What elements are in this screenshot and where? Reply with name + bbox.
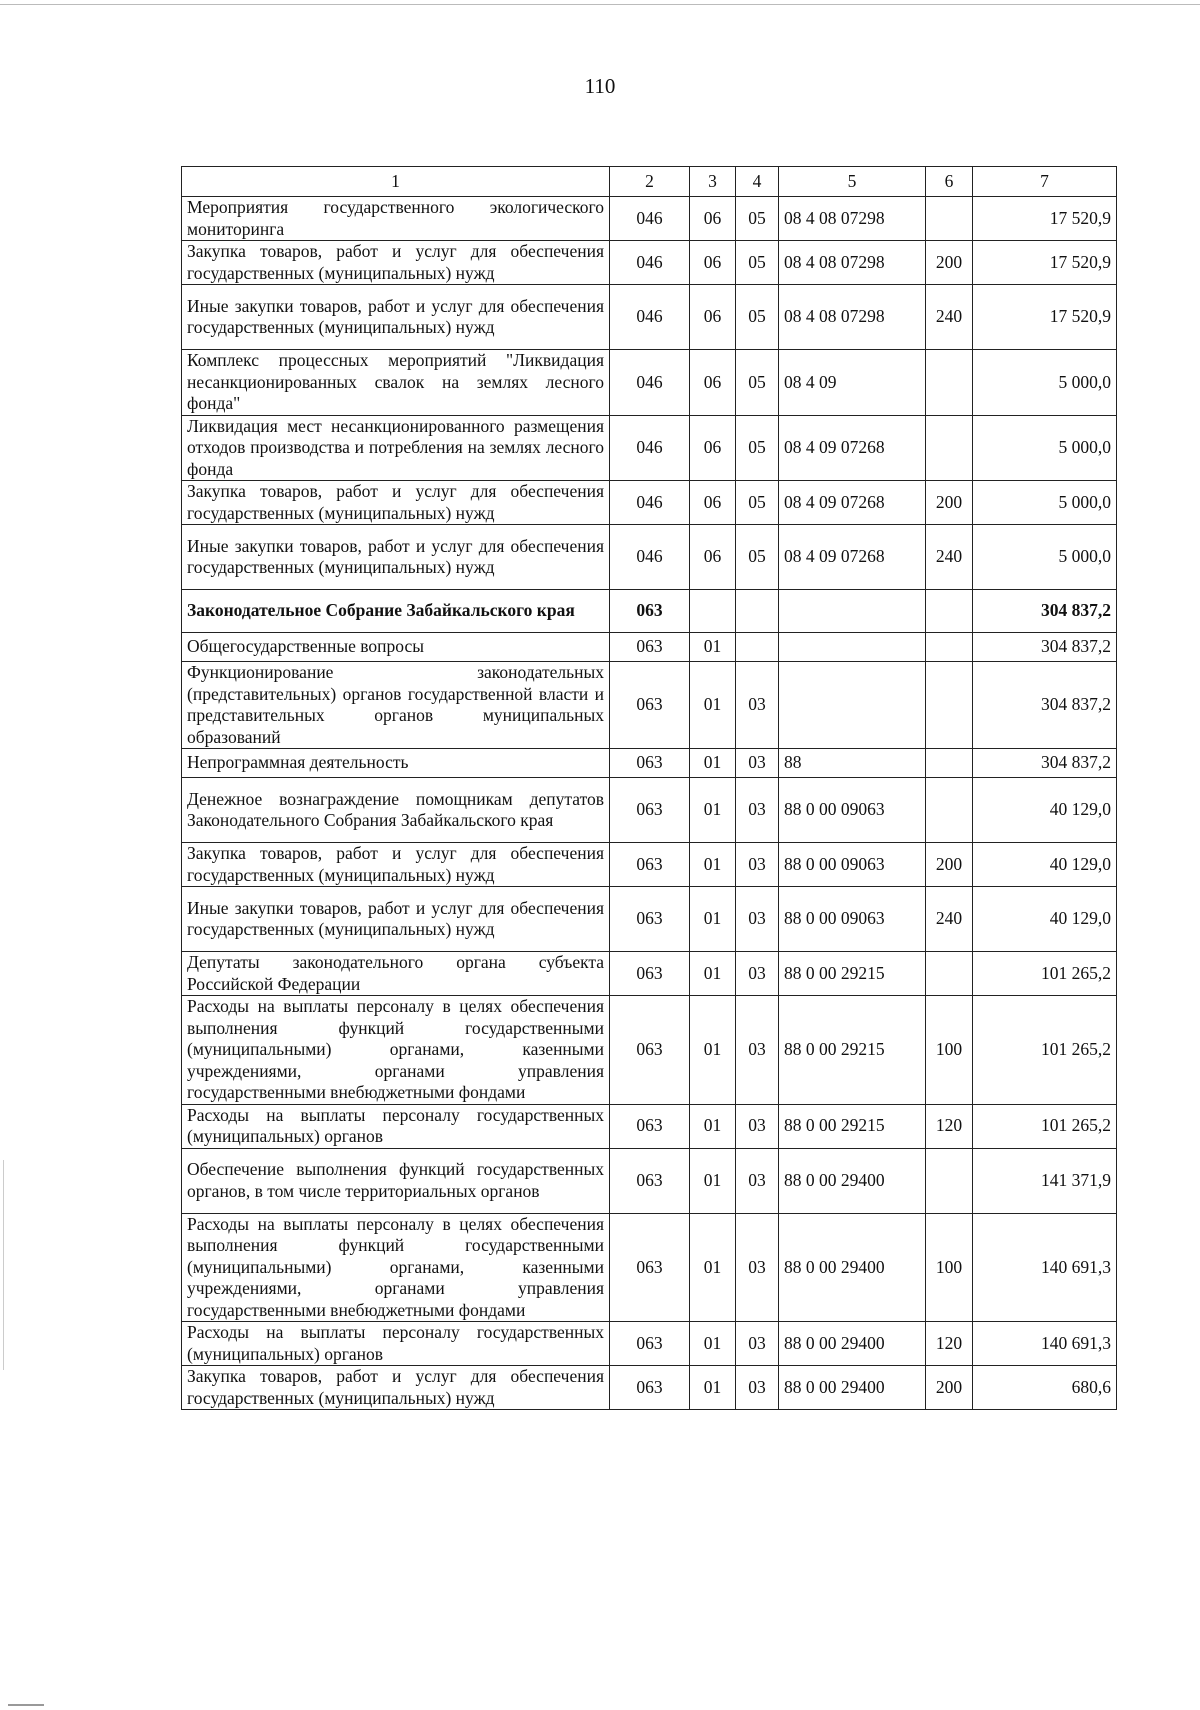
cell-expense-type [926, 952, 973, 996]
cell-expense-type [926, 1148, 973, 1213]
cell-admin-code: 063 [610, 633, 690, 662]
table-row [182, 481, 1117, 525]
cell-amount: 304 837,2 [973, 633, 1117, 662]
cell-subsection-code: 03 [736, 1322, 779, 1366]
cell-amount: 304 837,2 [973, 749, 1117, 778]
cell-section-code [690, 590, 736, 633]
cell-amount: 40 129,0 [973, 843, 1117, 887]
cell-amount: 17 520,9 [973, 197, 1117, 241]
cell-amount: 17 520,9 [973, 285, 1117, 350]
cell-admin-code: 063 [610, 1322, 690, 1366]
cell-section-code: 06 [690, 197, 736, 241]
cell-target-article: 08 4 08 07298 [779, 241, 926, 285]
column-header: 1 [182, 167, 610, 197]
cell-amount: 5 000,0 [973, 525, 1117, 590]
cell-section-code: 01 [690, 662, 736, 749]
table-row [182, 633, 1117, 662]
cell-target-article: 88 0 00 29400 [779, 1366, 926, 1410]
cell-description: Расходы на выплаты персоналу государственных (муниципальных) органов [182, 1322, 610, 1366]
cell-subsection-code: 05 [736, 350, 779, 416]
cell-amount: 101 265,2 [973, 996, 1117, 1105]
table-row [182, 590, 1117, 633]
cell-subsection-code: 03 [736, 996, 779, 1105]
cell-expense-type: 240 [926, 525, 973, 590]
cell-subsection-code: 03 [736, 1148, 779, 1213]
cell-section-code: 01 [690, 1104, 736, 1148]
cell-expense-type [926, 633, 973, 662]
cell-subsection-code: 05 [736, 197, 779, 241]
cell-subsection-code: 03 [736, 952, 779, 996]
cell-amount: 5 000,0 [973, 350, 1117, 416]
table-body [182, 197, 1117, 1410]
cell-section-code: 06 [690, 285, 736, 350]
cell-description: Закупка товаров, работ и услуг для обеспечения государственных (муниципальных) нужд [182, 843, 610, 887]
cell-expense-type [926, 778, 973, 843]
cell-target-article: 88 0 00 29215 [779, 1104, 926, 1148]
table-row [182, 996, 1117, 1105]
column-header: 3 [690, 167, 736, 197]
cell-admin-code: 063 [610, 952, 690, 996]
cell-description: Обеспечение выполнения функций государственных органов, в том числе территориальных органов [182, 1148, 610, 1213]
scan-edge-line-bottom [8, 1704, 44, 1706]
cell-section-code: 01 [690, 952, 736, 996]
cell-expense-type: 240 [926, 285, 973, 350]
cell-section-code: 06 [690, 415, 736, 481]
table-header-row [182, 167, 1117, 197]
cell-target-article: 88 0 00 09063 [779, 778, 926, 843]
cell-subsection-code: 05 [736, 285, 779, 350]
cell-description: Иные закупки товаров, работ и услуг для обеспечения государственных (муниципальных) нужд [182, 525, 610, 590]
table-row [182, 241, 1117, 285]
table-row [182, 1104, 1117, 1148]
cell-target-article: 08 4 09 07268 [779, 525, 926, 590]
cell-subsection-code: 03 [736, 887, 779, 952]
cell-description: Депутаты законодательного органа субъекта Российской Федерации [182, 952, 610, 996]
cell-amount: 140 691,3 [973, 1213, 1117, 1322]
table-row [182, 887, 1117, 952]
cell-target-article: 08 4 08 07298 [779, 197, 926, 241]
cell-admin-code: 063 [610, 887, 690, 952]
cell-description: Общегосударственные вопросы [182, 633, 610, 662]
cell-expense-type: 120 [926, 1104, 973, 1148]
cell-target-article: 08 4 08 07298 [779, 285, 926, 350]
cell-amount: 141 371,9 [973, 1148, 1117, 1213]
cell-description: Законодательное Собрание Забайкальского края [182, 590, 610, 633]
scan-edge-line-left [3, 1160, 4, 1370]
cell-section-code: 01 [690, 1213, 736, 1322]
cell-section-code: 01 [690, 749, 736, 778]
column-header: 2 [610, 167, 690, 197]
table-row [182, 952, 1117, 996]
cell-target-article [779, 662, 926, 749]
cell-amount: 304 837,2 [973, 590, 1117, 633]
cell-description: Комплекс процессных мероприятий "Ликвидация несанкционированных свалок на землях лесного фонда" [182, 350, 610, 416]
cell-admin-code: 063 [610, 1148, 690, 1213]
cell-amount: 40 129,0 [973, 778, 1117, 843]
cell-amount: 5 000,0 [973, 481, 1117, 525]
cell-admin-code: 046 [610, 197, 690, 241]
cell-admin-code: 063 [610, 590, 690, 633]
table-row [182, 285, 1117, 350]
cell-description: Денежное вознаграждение помощникам депутатов Законодательного Собрания Забайкальского края [182, 778, 610, 843]
column-header: 6 [926, 167, 973, 197]
cell-expense-type [926, 590, 973, 633]
table-row [182, 415, 1117, 481]
cell-section-code: 01 [690, 843, 736, 887]
cell-amount: 101 265,2 [973, 952, 1117, 996]
cell-admin-code: 063 [610, 749, 690, 778]
table-row [182, 1366, 1117, 1410]
table-row [182, 197, 1117, 241]
cell-description: Мероприятия государственного экологического мониторинга [182, 197, 610, 241]
cell-expense-type [926, 350, 973, 416]
cell-amount: 140 691,3 [973, 1322, 1117, 1366]
cell-amount: 17 520,9 [973, 241, 1117, 285]
cell-expense-type: 100 [926, 996, 973, 1105]
table-row [182, 1213, 1117, 1322]
cell-description: Расходы на выплаты персоналу в целях обеспечения выполнения функций государственными (муниципальными) органами, казенными учреждениями, органами управления государственными внебюджетными фондами [182, 996, 610, 1105]
cell-section-code: 06 [690, 525, 736, 590]
cell-description: Расходы на выплаты персоналу в целях обеспечения выполнения функций государственными (муниципальными) органами, казенными учреждениями, органами управления государственными внебюджетными фондами [182, 1213, 610, 1322]
cell-description: Закупка товаров, работ и услуг для обеспечения государственных (муниципальных) нужд [182, 481, 610, 525]
cell-admin-code: 046 [610, 525, 690, 590]
cell-subsection-code: 03 [736, 1366, 779, 1410]
cell-description: Закупка товаров, работ и услуг для обеспечения государственных (муниципальных) нужд [182, 241, 610, 285]
cell-admin-code: 046 [610, 481, 690, 525]
cell-section-code: 01 [690, 887, 736, 952]
cell-expense-type: 200 [926, 241, 973, 285]
cell-expense-type: 200 [926, 843, 973, 887]
cell-admin-code: 063 [610, 996, 690, 1105]
cell-expense-type [926, 662, 973, 749]
cell-admin-code: 046 [610, 415, 690, 481]
table-row [182, 749, 1117, 778]
cell-admin-code: 046 [610, 350, 690, 416]
cell-admin-code: 063 [610, 662, 690, 749]
cell-target-article [779, 590, 926, 633]
table-row [182, 350, 1117, 416]
cell-expense-type: 120 [926, 1322, 973, 1366]
cell-subsection-code: 03 [736, 843, 779, 887]
cell-expense-type: 100 [926, 1213, 973, 1322]
table-row [182, 843, 1117, 887]
cell-subsection-code [736, 633, 779, 662]
cell-subsection-code [736, 590, 779, 633]
cell-section-code: 06 [690, 481, 736, 525]
cell-section-code: 01 [690, 1148, 736, 1213]
cell-subsection-code: 03 [736, 1104, 779, 1148]
cell-admin-code: 063 [610, 778, 690, 843]
budget-table [181, 166, 1117, 1410]
cell-section-code: 01 [690, 1366, 736, 1410]
cell-target-article: 88 0 00 29215 [779, 996, 926, 1105]
column-header: 5 [779, 167, 926, 197]
cell-target-article: 88 0 00 29400 [779, 1322, 926, 1366]
cell-expense-type [926, 415, 973, 481]
cell-target-article: 88 0 00 29215 [779, 952, 926, 996]
cell-target-article: 08 4 09 [779, 350, 926, 416]
cell-description: Закупка товаров, работ и услуг для обеспечения государственных (муниципальных) нужд [182, 1366, 610, 1410]
cell-amount: 5 000,0 [973, 415, 1117, 481]
cell-subsection-code: 03 [736, 778, 779, 843]
cell-amount: 680,6 [973, 1366, 1117, 1410]
cell-expense-type: 200 [926, 1366, 973, 1410]
scan-edge-line-top [0, 4, 1200, 5]
cell-subsection-code: 05 [736, 241, 779, 285]
cell-subsection-code: 03 [736, 749, 779, 778]
cell-admin-code: 063 [610, 1366, 690, 1410]
cell-description: Ликвидация мест несанкционированного размещения отходов производства и потребления на землях лесного фонда [182, 415, 610, 481]
cell-amount: 304 837,2 [973, 662, 1117, 749]
cell-amount: 40 129,0 [973, 887, 1117, 952]
column-header: 7 [973, 167, 1117, 197]
cell-target-article: 88 0 00 09063 [779, 843, 926, 887]
table-row [182, 525, 1117, 590]
cell-target-article: 08 4 09 07268 [779, 481, 926, 525]
cell-expense-type [926, 749, 973, 778]
cell-description: Расходы на выплаты персоналу государственных (муниципальных) органов [182, 1104, 610, 1148]
cell-subsection-code: 05 [736, 525, 779, 590]
cell-target-article: 88 0 00 29400 [779, 1148, 926, 1213]
cell-admin-code: 063 [610, 1213, 690, 1322]
cell-admin-code: 063 [610, 1104, 690, 1148]
cell-target-article: 08 4 09 07268 [779, 415, 926, 481]
cell-expense-type: 200 [926, 481, 973, 525]
cell-description: Функционирование законодательных (представительных) органов государственной власти и представительных органов муниципальных образований [182, 662, 610, 749]
cell-section-code: 06 [690, 241, 736, 285]
cell-section-code: 06 [690, 350, 736, 416]
cell-section-code: 01 [690, 633, 736, 662]
column-header: 4 [736, 167, 779, 197]
cell-section-code: 01 [690, 996, 736, 1105]
cell-target-article [779, 633, 926, 662]
table-row [182, 662, 1117, 749]
cell-target-article: 88 [779, 749, 926, 778]
cell-admin-code: 046 [610, 285, 690, 350]
table-row [182, 778, 1117, 843]
cell-subsection-code: 05 [736, 415, 779, 481]
cell-target-article: 88 0 00 29400 [779, 1213, 926, 1322]
table-row [182, 1148, 1117, 1213]
cell-admin-code: 046 [610, 241, 690, 285]
table-row [182, 1322, 1117, 1366]
cell-subsection-code: 03 [736, 1213, 779, 1322]
cell-amount: 101 265,2 [973, 1104, 1117, 1148]
cell-section-code: 01 [690, 1322, 736, 1366]
cell-description: Непрограммная деятельность [182, 749, 610, 778]
cell-admin-code: 063 [610, 843, 690, 887]
cell-subsection-code: 03 [736, 662, 779, 749]
cell-expense-type [926, 197, 973, 241]
cell-description: Иные закупки товаров, работ и услуг для обеспечения государственных (муниципальных) нужд [182, 285, 610, 350]
cell-expense-type: 240 [926, 887, 973, 952]
page-number: 110 [584, 74, 616, 98]
cell-description: Иные закупки товаров, работ и услуг для обеспечения государственных (муниципальных) нужд [182, 887, 610, 952]
cell-target-article: 88 0 00 09063 [779, 887, 926, 952]
cell-section-code: 01 [690, 778, 736, 843]
cell-subsection-code: 05 [736, 481, 779, 525]
